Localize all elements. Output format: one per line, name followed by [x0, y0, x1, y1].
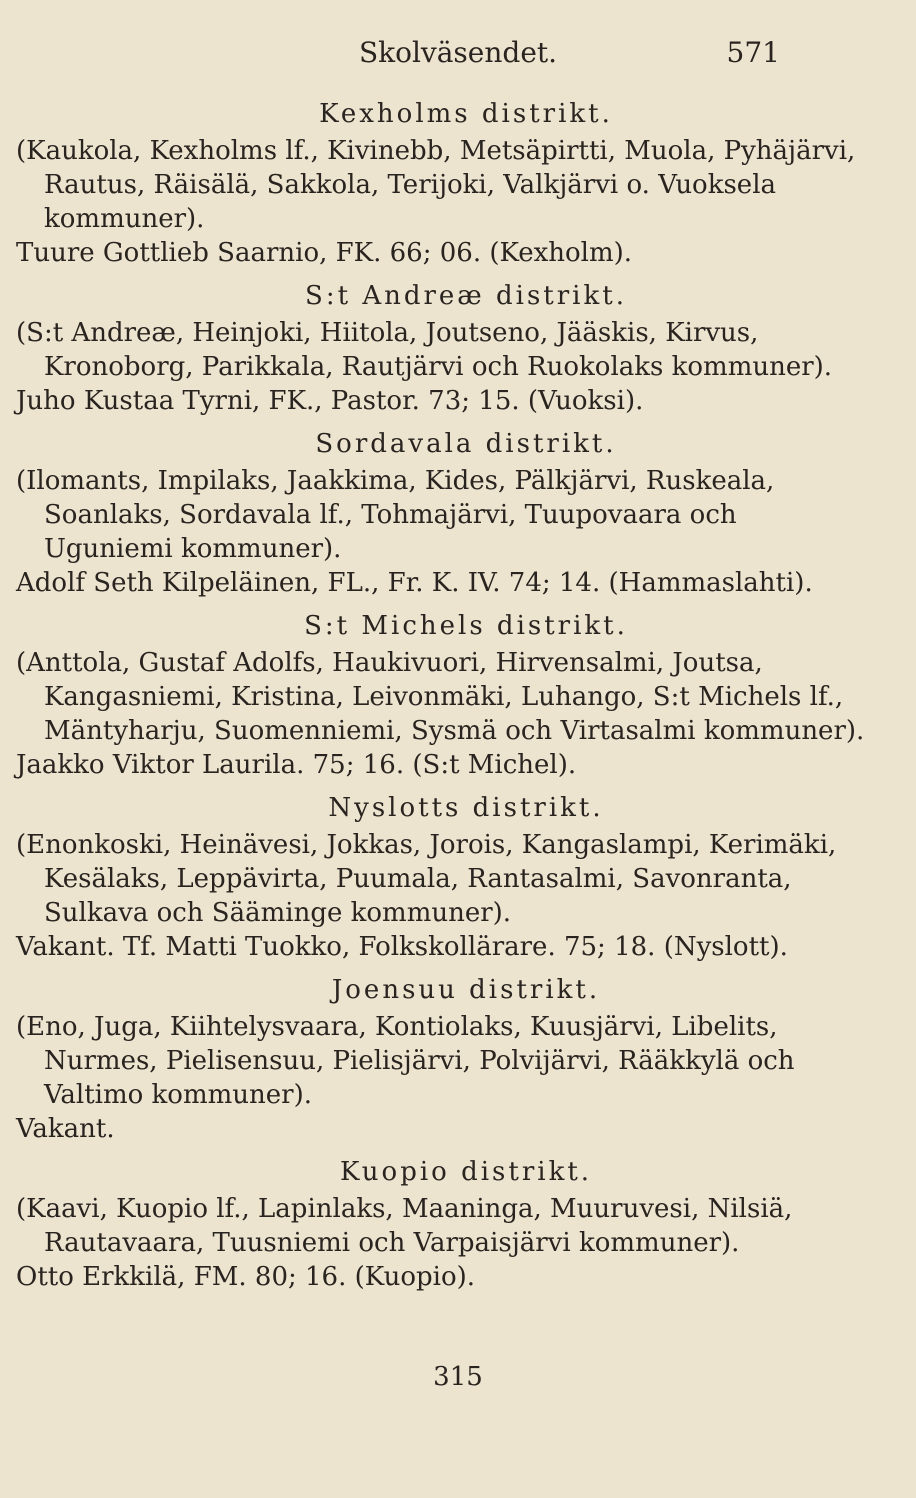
district-heading: Joensuu distrikt. [331, 975, 601, 1005]
district-inspector: Vakant. [16, 1114, 115, 1144]
district-inspector: Juho Kustaa Tyrni, FK., Pastor. 73; 15. (Vuoksi). [16, 386, 644, 416]
district-inspector: Otto Erkkilä, FM. 80; 16. (Kuopio). [16, 1262, 476, 1292]
district-heading: S:t Andreæ distrikt. [305, 281, 627, 311]
district-communes: (Eno, Juga, Kiihtelysvaara, Kontiolaks, Kuusjärvi, Libelits, Nurmes, Pielisensuu, Pielisjärvi, Polvijärvi, Rääkkylä och Valtimo kommuner). [16, 1012, 795, 1110]
district-joensuu [16, 970, 866, 1146]
district-heading: S:t Michels distrikt. [304, 611, 628, 641]
district-inspector: Adolf Seth Kilpeläinen, FL., Fr. K. IV. 74; 14. (Hammaslahti). [16, 568, 813, 598]
district-communes: (Anttola, Gustaf Adolfs, Haukivuori, Hirvensalmi, Joutsa, Kangasniemi, Kristina, Leivonmäki, Luhango, S:t Michels lf., Mäntyharju, Suomenniemi, Sysmä och Virtasalmi kommuner). [16, 648, 865, 746]
district-st-andreae [16, 276, 866, 418]
page-number: 571 [726, 36, 780, 69]
district-communes: (S:t Andreæ, Heinjoki, Hiitola, Joutseno, Jääskis, Kirvus, Kronoborg, Parikkala, Rautjärvi och Ruokolaks kommuner). [16, 318, 833, 382]
district-sordavala [16, 424, 866, 600]
district-communes: (Kaukola, Kexholms lf., Kivinebb, Metsäpirtti, Muola, Pyhäjärvi, Rautus, Räisälä, Sakkola, Terijoki, Valkjärvi o. Vuoksela kommuner). [16, 136, 856, 234]
signature-mark: 315 [433, 1362, 483, 1392]
district-communes: (Enonkoski, Heinävesi, Jokkas, Jorois, Kangaslampi, Kerimäki, Kesälaks, Leppävirta, Puumala, Rantasalmi, Savonranta, Sulkava och Sääminge kommuner). [16, 830, 837, 928]
district-communes: (Ilomants, Impilaks, Jaakkima, Kides, Pälkjärvi, Ruskeala, Soanlaks, Sordavala lf., Tohmajärvi, Tuupovaara och Uguniemi kommuner). [16, 466, 775, 564]
district-heading: Sordavala distrikt. [315, 429, 617, 459]
district-inspector: Jaakko Viktor Laurila. 75; 16. (S:t Michel). [16, 750, 577, 780]
district-kuopio [16, 1152, 866, 1294]
district-nyslott [16, 788, 866, 964]
district-kexholm [16, 94, 866, 270]
district-heading: Nyslotts distrikt. [328, 793, 604, 823]
district-st-michels [16, 606, 866, 782]
section-title: Skolväsendet. [358, 36, 558, 69]
district-list [16, 94, 866, 1300]
district-communes: (Kaavi, Kuopio lf., Lapinlaks, Maaninga, Muuruvesi, Nilsiä, Rautavaara, Tuusniemi och Varpaisjärvi kommuner). [16, 1194, 793, 1258]
district-inspector: Vakant. Tf. Matti Tuokko, Folkskollärare. 75; 18. (Nyslott). [16, 932, 788, 962]
district-heading: Kuopio distrikt. [339, 1157, 593, 1187]
running-header [0, 36, 916, 76]
district-heading: Kexholms distrikt. [319, 99, 613, 129]
district-inspector: Tuure Gottlieb Saarnio, FK. 66; 06. (Kexholm). [16, 238, 633, 268]
